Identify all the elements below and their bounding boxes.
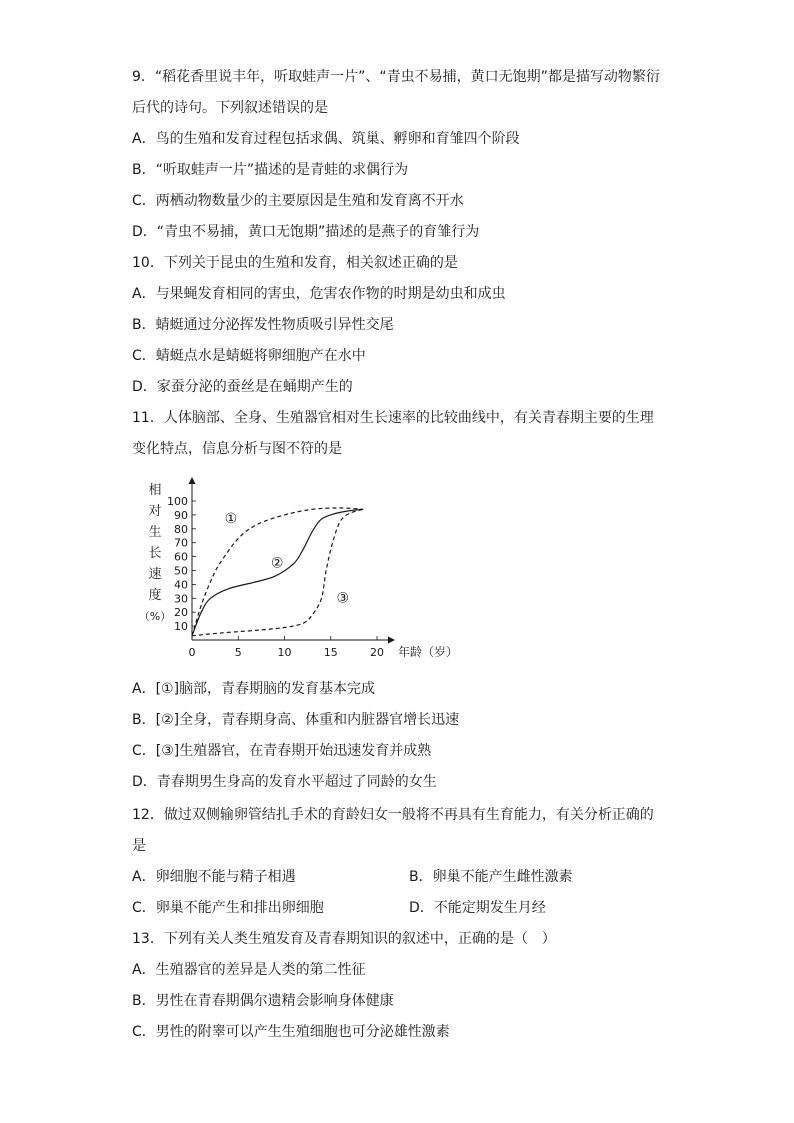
q10-option-c: C．蜻蜓点水是蜻蜓将卵细胞产在水中 bbox=[132, 348, 366, 364]
q9-option-c: C．两栖动物数量少的主要原因是生殖和发育离不开水 bbox=[132, 193, 464, 209]
series-line-2 bbox=[192, 509, 363, 635]
curve-label-2: ② bbox=[270, 555, 284, 572]
q11-stem-line2: 变化特点，信息分析与图不符的是 bbox=[132, 441, 342, 457]
y-tick-label: 70 bbox=[174, 536, 188, 550]
x-axis-arrow bbox=[388, 637, 395, 644]
q12-option-b: B．卵巢不能产生雌性激素 bbox=[409, 869, 573, 885]
q11-option-c: C．[③]生殖器官，在青春期开始迅速发育并成熟 bbox=[132, 743, 432, 759]
q13-option-c: C．男性的附睾可以产生生殖细胞也可分泌雄性激素 bbox=[132, 1024, 450, 1040]
q10-stem: 10．下列关于昆虫的生殖和发育，相关叙述正确的是 bbox=[132, 255, 458, 271]
series-line-3 bbox=[192, 509, 363, 635]
x-axis-label: 年龄（岁） bbox=[398, 645, 459, 659]
q11-option-a: A．[①]脑部，青春期脑的发育基本完成 bbox=[132, 681, 376, 697]
x-tick-label: 20 bbox=[370, 646, 384, 659]
y-tick-label: 50 bbox=[174, 564, 188, 578]
y-tick-label: 60 bbox=[174, 550, 188, 564]
x-tick-label: 5 bbox=[234, 646, 242, 659]
y-tick-label: 40 bbox=[174, 578, 188, 592]
series-line-1 bbox=[192, 508, 363, 636]
q13-option-b: B．男性在青春期偶尔遗精会影响身体健康 bbox=[132, 993, 394, 1009]
y-tick-label: 30 bbox=[174, 592, 188, 606]
y-tick-label: 100 bbox=[167, 495, 188, 508]
q9-stem-line1: 9．“稻花香里说丰年，听取蛙声一片”、“青虫不易捕，黄口无饱期”都是描写动物繁衍 bbox=[132, 69, 660, 85]
y-tick-label: 90 bbox=[174, 508, 188, 522]
y-axis-arrow bbox=[189, 477, 196, 484]
q12-option-a: A．卵细胞不能与精子相遇 bbox=[132, 869, 296, 885]
y-axis-unit: （%） bbox=[138, 610, 172, 623]
y-axis-label-char: 长 bbox=[148, 546, 162, 561]
q13-option-a: A．生殖器官的差异是人类的第二性征 bbox=[132, 962, 366, 978]
q10-option-b: B．蜻蜓通过分泌挥发性物质吸引异性交尾 bbox=[132, 317, 394, 333]
curve-label-1: ① bbox=[224, 511, 238, 528]
q12-option-d: D．不能定期发生月经 bbox=[409, 900, 546, 916]
curve-label-3: ③ bbox=[336, 590, 350, 607]
q12-option-c: C．卵巢不能产生和排出卵细胞 bbox=[132, 900, 324, 916]
q11-stem-line1: 11．人体脑部、全身、生殖器官相对生长速率的比较曲线中，有关青春期主要的生理 bbox=[132, 410, 654, 426]
q13-stem: 13．下列有关人类生殖发育及青春期知识的叙述中，正确的是（ ） bbox=[132, 931, 556, 947]
x-tick-label: 15 bbox=[323, 646, 338, 659]
q9-option-b: B．“听取蛙声一片”描述的是青蛙的求偶行为 bbox=[132, 162, 409, 178]
q9-option-a: A．鸟的生殖和发育过程包括求偶、筑巢、孵卵和育雏四个阶段 bbox=[132, 131, 520, 147]
q12-stem-line1: 12．做过双侧输卵管结扎手术的育龄妇女一般将不再具有生育能力，有关分析正确的 bbox=[132, 807, 654, 823]
q11-option-b: B．[②]全身，青春期身高、体重和内脏器官增长迅速 bbox=[132, 712, 460, 728]
y-axis-label-char: 相 bbox=[148, 483, 162, 498]
q10-option-a: A．与果蝇发育相同的害虫，危害农作物的时期是幼虫和成虫 bbox=[132, 286, 506, 302]
x-tick-label: 10 bbox=[277, 646, 292, 659]
q12-stem-line2: 是 bbox=[132, 838, 146, 854]
y-tick-label: 80 bbox=[174, 522, 188, 536]
q9-option-d: D．“青虫不易捕，黄口无饱期”描述的是燕子的育雏行为 bbox=[132, 224, 480, 240]
growth-rate-chart bbox=[130, 474, 480, 669]
y-axis-label-char: 度 bbox=[148, 588, 162, 603]
q11-option-d: D．青春期男生身高的发育水平超过了同龄的女生 bbox=[132, 774, 437, 790]
q9-stem-line2: 后代的诗句。下列叙述错误的是 bbox=[132, 100, 328, 116]
y-axis-label-char: 生 bbox=[148, 525, 162, 540]
q10-option-d: D．家蚕分泌的蚕丝是在蛹期产生的 bbox=[132, 379, 353, 395]
x-tick-label: 0 bbox=[188, 646, 196, 659]
y-tick-label: 20 bbox=[174, 606, 188, 620]
y-axis-label-char: 速 bbox=[148, 567, 162, 582]
y-tick-label: 10 bbox=[174, 620, 188, 634]
y-axis-label-char: 对 bbox=[148, 504, 162, 519]
